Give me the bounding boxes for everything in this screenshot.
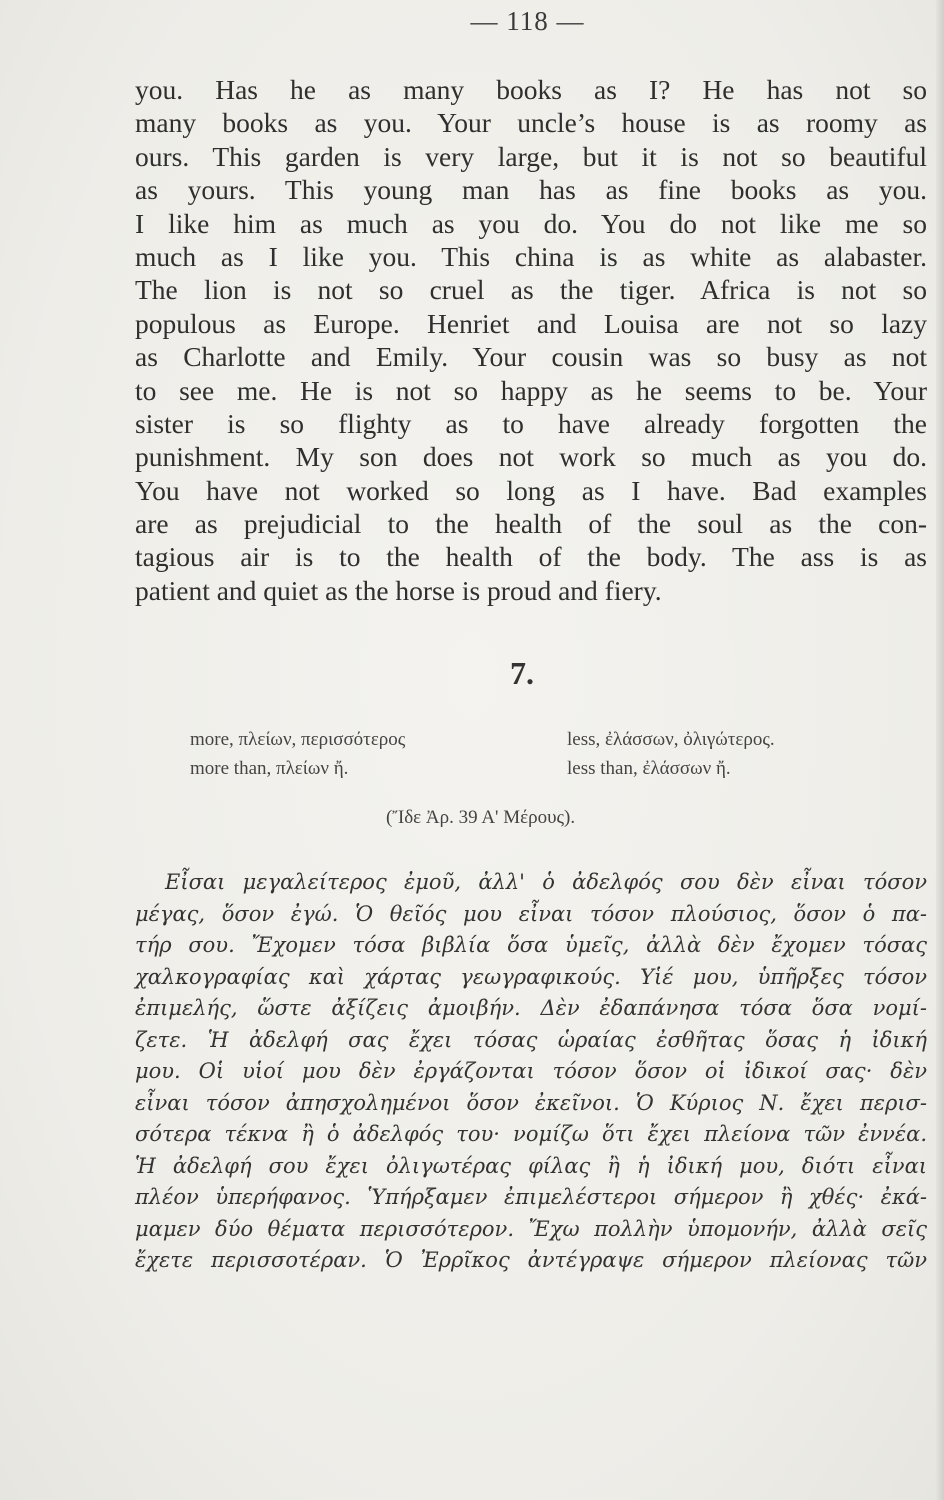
text-line: I like him as much as you do. You do not like me so bbox=[135, 207, 927, 239]
text-line: to see me. He is not so happy as he seems to be. Your bbox=[135, 374, 927, 406]
text-line: μου. Οἱ υἱοί μου δὲν ἐργάζονται τόσον ὅσον οἱ ἰδικοί σας· δὲν bbox=[135, 1059, 927, 1083]
text-line: as yours. This young man has as fine books as you. bbox=[135, 174, 927, 206]
vocabulary-entry: less than, ἐλάσσων ἤ. bbox=[567, 758, 731, 779]
vocabulary-left-column bbox=[190, 725, 405, 783]
vocabulary-entry: more than, πλείων ἤ. bbox=[190, 758, 349, 779]
text-line: sister is so flighty as to have already forgotten the bbox=[135, 407, 927, 439]
text-line: πλέον ὑπερήφανος. Ὑπήρξαμεν ἐπιμελέστεροι σήμερον ἢ χθές· ἐκά- bbox=[135, 1185, 927, 1209]
text-line: Εἶσαι μεγαλείτερος ἐμοῦ, ἀλλ' ὁ ἀδελφός σου δὲν εἶναι τόσον bbox=[165, 870, 927, 894]
text-line: σότερα τέκνα ἢ ὁ ἀδελφός του· νομίζω ὅτι ἔχει πλείονα τῶν ἐννέα. bbox=[135, 1122, 927, 1146]
text-line: The lion is not so cruel as the tiger. Africa is not so bbox=[135, 274, 927, 306]
text-line: You have not worked so long as I have. Bad examples bbox=[135, 474, 927, 506]
text-line: μέγας, ὅσον ἐγώ. Ὁ θεῖός μου εἶναι τόσον πλούσιος, ὅσον ὁ πα- bbox=[135, 901, 927, 926]
text-line: ours. This garden is very large, but it is not so beautiful bbox=[135, 140, 927, 172]
text-line: ἔχετε περισσοτέραν. Ὁ Ἐρρῖκος ἀντέγραψε σήμερον πλείονας τῶν bbox=[135, 1248, 927, 1272]
vocabulary-right-column bbox=[567, 725, 775, 783]
greek-exercise-text bbox=[135, 867, 927, 1277]
text-line: τήρ σου. Ἔχομεν τόσα βιβλία ὅσα ὑμεῖς, ἀλλὰ δὲν ἔχομεν τόσας bbox=[135, 933, 927, 957]
text-line: patient and quiet as the horse is proud and fiery. bbox=[135, 574, 662, 606]
text-line: μαμεν δύο θέματα περισσότερον. Ἔχω πολλὴν ὑπομονήν, ἀλλὰ σεῖς bbox=[135, 1216, 927, 1241]
section-number: 7. bbox=[510, 655, 534, 691]
page-edge-shadow bbox=[936, 0, 944, 1500]
text-line: populous as Europe. Henriet and Louisa are not so lazy bbox=[135, 307, 927, 339]
text-line: punishment. My son does not work so much as you do. bbox=[135, 441, 927, 473]
text-line: much as I like you. This china is as white as alabaster. bbox=[135, 240, 927, 272]
vocabulary-entry: less, ἐλάσσων, ὀλιγώτερος. bbox=[567, 729, 775, 750]
page-number: — 118 — bbox=[470, 6, 585, 36]
text-line: are as prejudicial to the health of the soul as the con- bbox=[135, 508, 927, 540]
text-line: χαλκογραφίας καὶ χάρτας γεωγραφικούς. Υἱέ μου, ὑπῆρξες τόσον bbox=[135, 964, 927, 989]
text-line: ζετε. Ἡ ἀδελφή σας ἔχει τόσας ὡραίας ἐσθῆτας ὅσας ἡ ἰδική bbox=[135, 1027, 927, 1052]
english-exercise-text bbox=[135, 73, 927, 607]
vocabulary-entry: more, πλείων, περισσότερος bbox=[190, 729, 406, 750]
text-line: Ἡ ἀδελφή σου ἔχει ὀλιγωτέρας φίλας ἢ ἡ ἰδική μου, διότι εἶναι bbox=[135, 1153, 927, 1178]
text-line: as Charlotte and Emily. Your cousin was so busy as not bbox=[135, 341, 927, 373]
text-line: you. Has he as many books as I? He has not so bbox=[135, 74, 927, 105]
text-line: many books as you. Your uncle’s house is as roomy as bbox=[135, 107, 927, 139]
text-line: ἐπιμελής, ὥστε ἀξίζεις ἀμοιβήν. Δὲν ἐδαπάνησα τόσα ὅσα νομί- bbox=[135, 996, 927, 1020]
text-line: tagious air is to the health of the body. The ass is as bbox=[135, 541, 927, 573]
grammar-reference: (Ἴδε Ἀρ. 39 Α' Μέρους). bbox=[386, 807, 576, 828]
text-line: εἶναι τόσον ἀπησχολημένοι ὅσον ἐκεῖνοι. Ὁ Κύριος Ν. ἔχει περισ- bbox=[135, 1090, 927, 1115]
